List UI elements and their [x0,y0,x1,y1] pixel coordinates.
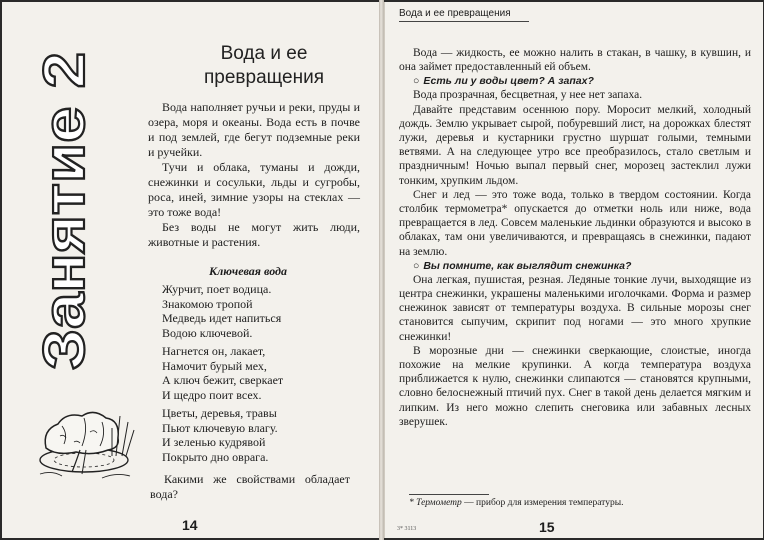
poem-line: Цветы, деревья, травы [162,406,277,420]
footnote-divider [409,494,489,495]
right-page [384,2,763,538]
question-text: Какими же свойствами обладает вода? [150,472,350,501]
question-snowflake-text: Вы помните, как выглядит снежинка? [423,259,632,272]
lesson-number-vertical [32,48,98,374]
poem-title: Ключевая вода [209,264,287,278]
poem-line: И щедро поит всех. [162,387,262,402]
poem-line: И зеленью кудрявой [162,435,266,449]
left-page [2,2,380,538]
intro-paragraph-3: Без воды не могут жить люди, животные и растения. [148,220,360,249]
question-block [150,472,350,502]
print-code: 3* 3113 [397,526,417,532]
lesson-title [174,42,354,90]
poem-line: Знакомою тропой [162,296,253,311]
paragraph-frosty-days: В морозные дни — снежинки сверкающие, слоистые, иногда похожие на мелкие крупинки. А когда температура воздуха приближается к нулю, снежинки слипаются — становятся крупными, словно белоснежный птичий пух. Снег в такой день делается мягким и липким. Из него можно слепить снеговика или забавных лесных зверушек. [399,344,751,428]
question-color-smell [399,74,751,88]
footnote-definition: — прибор для измерения температуры. [461,498,624,508]
poem-line: Медведь идет напиться [162,311,282,325]
paragraph-snowflake-shape: Она легкая, пушистая, резная. Ледяные тонкие лучи, выходящие из центра снежинки, украшены маленькими иголочками. Форма и размер снежинок зависят от температуры воздуха. В сильные морозы снег становится сыпучим, скрипит под ногами — это много хрупкие снежинки! [399,273,751,343]
poem-line: Покрыто дно оврага. [162,449,269,464]
page-number-left: 14 [182,517,198,533]
paragraph-autumn: Давайте представим осеннюю пору. Моросит мелкий, холодный дождь. Землю укрывает сырой, побуревший лист, на дорожках блестят лужи, деревья и кустарники грустно шуршат голыми, темными ветвями. А на следующее утро все преобразилось, стало светлым и праздничным! Ночью выпал первый снег, морозец застеклил лужи тонким, хрупким льдом. [399,103,751,187]
footnote [409,497,749,509]
vertical-title-text: Занятие 2 [32,87,97,370]
poem-stanza-3 [162,406,332,464]
question-snowflake [399,259,751,273]
question-marker-icon: ○ [413,75,420,88]
poem-line: Пьют ключевую влагу. [162,420,278,435]
question-marker-icon: ○ [413,259,420,272]
poem-line: Намочит бурый мех, [162,358,267,373]
poem-line: Водою ключевой. [162,325,253,340]
question-color-smell-text: Есть ли у воды цвет? А запах? [423,75,594,88]
paragraph-snow-ice: Снег и лед — это тоже вода, только в твердом состоянии. Когда столбик термометра* опускается до отметки ноль или ниже, вода превращается в лед. Совсем маленькие льдинки образуются и высоко в облаках, там они увеличиваются, и превращаясь в снежинки, падают на землю. [399,188,751,258]
paragraph-liquid: Вода — жидкость, ее можно налить в стакан, в чашку, в кувшин, и она займет предоставленный ей объем. [399,47,751,74]
poem-line: А ключ бежит, сверкает [162,373,284,387]
rocks-spring-grass-drawing [32,386,142,491]
intro-paragraph-1: Вода наполняет ручьи и реки, пруды и озера, моря и океаны. Вода есть в почве и под землей, где бегут подземные реки и ручейки. [148,100,360,159]
poem-stanza-1 [162,282,332,340]
lesson-title-line1: Вода и ее [220,43,308,64]
lesson-title-line2: превращения [203,67,325,88]
intro-paragraph-2: Тучи и облака, туманы и дожди, снежинки и сосульки, льды и сугробы, роса, иней, зимние узоры на стеклах — это тоже вода! [148,160,360,219]
footnote-term: * Термометр [409,498,462,508]
paragraph-transparent: Вода прозрачная, бесцветная, у нее нет запаха. [413,89,643,102]
right-body-text [399,46,751,429]
poem-line: Журчит, поет водица. [162,282,272,296]
page-number-right: 15 [539,519,555,535]
running-header: Вода и ее превращения [399,8,529,22]
intro-text [148,100,360,250]
poem-stanza-2 [162,344,332,402]
poem-line: Нагнется он, лакает, [162,344,266,358]
